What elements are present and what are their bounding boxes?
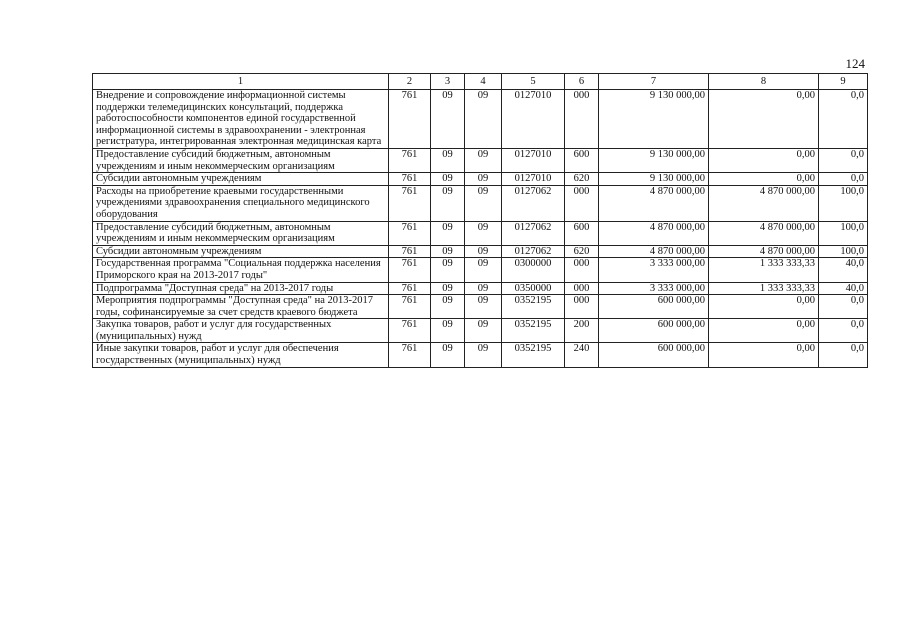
table-row xyxy=(93,258,868,282)
row-col-7: 600 000,00 xyxy=(599,295,709,319)
row-col-2: 761 xyxy=(389,319,431,343)
row-col-8: 1 333 333,33 xyxy=(709,282,819,295)
header-cell-8: 8 xyxy=(709,74,819,90)
row-col-9: 40,0 xyxy=(819,258,868,282)
row-col-7: 600 000,00 xyxy=(599,343,709,367)
row-col-2: 761 xyxy=(389,173,431,186)
row-col-3: 09 xyxy=(431,343,465,367)
row-col-6: 620 xyxy=(565,173,599,186)
row-col-5: 0350000 xyxy=(502,282,565,295)
row-col-6: 000 xyxy=(565,282,599,295)
row-col-3: 09 xyxy=(431,221,465,245)
row-col-2: 761 xyxy=(389,221,431,245)
row-col-5: 0127010 xyxy=(502,173,565,186)
row-col-5: 0352195 xyxy=(502,343,565,367)
row-col-9: 0,0 xyxy=(819,148,868,172)
table-row xyxy=(93,221,868,245)
row-col-6: 200 xyxy=(565,319,599,343)
row-col-3: 09 xyxy=(431,185,465,221)
table-row xyxy=(93,343,868,367)
row-col-8: 4 870 000,00 xyxy=(709,245,819,258)
row-col-5: 0127010 xyxy=(502,90,565,149)
table-row xyxy=(93,295,868,319)
row-col-3: 09 xyxy=(431,282,465,295)
header-cell-1: 1 xyxy=(93,74,389,90)
table-row xyxy=(93,185,868,221)
row-col-3: 09 xyxy=(431,245,465,258)
row-name: Предоставление субсидий бюджетным, автономным учреждениям и иным некоммерческим организациям xyxy=(93,221,389,245)
row-col-8: 0,00 xyxy=(709,295,819,319)
row-col-9: 0,0 xyxy=(819,295,868,319)
row-name: Подпрограмма "Доступная среда" на 2013-2017 годы xyxy=(93,282,389,295)
row-col-7: 3 333 000,00 xyxy=(599,258,709,282)
row-col-4: 09 xyxy=(465,319,502,343)
row-col-6: 000 xyxy=(565,258,599,282)
row-col-9: 0,0 xyxy=(819,343,868,367)
row-col-3: 09 xyxy=(431,173,465,186)
row-col-5: 0300000 xyxy=(502,258,565,282)
row-col-8: 4 870 000,00 xyxy=(709,221,819,245)
row-name: Государственная программа "Социальная поддержка населения Приморского края на 2013-2017 годы" xyxy=(93,258,389,282)
row-col-2: 761 xyxy=(389,90,431,149)
row-col-9: 40,0 xyxy=(819,282,868,295)
row-col-5: 0127062 xyxy=(502,185,565,221)
row-col-6: 000 xyxy=(565,90,599,149)
row-col-2: 761 xyxy=(389,295,431,319)
row-col-4: 09 xyxy=(465,148,502,172)
row-col-6: 600 xyxy=(565,221,599,245)
row-col-7: 3 333 000,00 xyxy=(599,282,709,295)
row-col-4: 09 xyxy=(465,173,502,186)
row-col-6: 000 xyxy=(565,295,599,319)
row-col-8: 4 870 000,00 xyxy=(709,185,819,221)
row-col-4: 09 xyxy=(465,282,502,295)
header-cell-4: 4 xyxy=(465,74,502,90)
row-col-2: 761 xyxy=(389,258,431,282)
row-col-5: 0352195 xyxy=(502,319,565,343)
table-row xyxy=(93,90,868,149)
header-cell-3: 3 xyxy=(431,74,465,90)
row-col-3: 09 xyxy=(431,258,465,282)
row-col-7: 9 130 000,00 xyxy=(599,173,709,186)
table-header xyxy=(93,74,868,90)
row-col-7: 9 130 000,00 xyxy=(599,90,709,149)
table-body xyxy=(93,90,868,368)
row-col-9: 100,0 xyxy=(819,221,868,245)
row-col-3: 09 xyxy=(431,319,465,343)
row-col-4: 09 xyxy=(465,258,502,282)
row-col-6: 600 xyxy=(565,148,599,172)
header-row xyxy=(93,74,868,90)
row-col-4: 09 xyxy=(465,90,502,149)
row-col-5: 0127010 xyxy=(502,148,565,172)
row-col-4: 09 xyxy=(465,185,502,221)
row-name: Внедрение и сопровождение информационной системы поддержки телемедицинских консультаций, поддержка работоспособности компонентов единой государственной информационной системы в здравоохранении - электронная регистратура, интегрированная электронная медицинская карта xyxy=(93,90,389,149)
row-col-4: 09 xyxy=(465,221,502,245)
row-col-9: 100,0 xyxy=(819,245,868,258)
table-row xyxy=(93,148,868,172)
row-col-8: 0,00 xyxy=(709,148,819,172)
row-col-2: 761 xyxy=(389,185,431,221)
budget-table xyxy=(92,73,868,368)
table-row xyxy=(93,245,868,258)
header-cell-7: 7 xyxy=(599,74,709,90)
row-col-8: 0,00 xyxy=(709,90,819,149)
row-col-8: 0,00 xyxy=(709,173,819,186)
row-col-3: 09 xyxy=(431,148,465,172)
row-col-3: 09 xyxy=(431,90,465,149)
row-name: Мероприятия подпрограммы "Доступная среда" на 2013-2017 годы, софинансируемые за счет средств краевого бюджета xyxy=(93,295,389,319)
row-col-5: 0127062 xyxy=(502,245,565,258)
row-col-8: 0,00 xyxy=(709,343,819,367)
header-cell-6: 6 xyxy=(565,74,599,90)
row-col-6: 000 xyxy=(565,185,599,221)
row-col-7: 4 870 000,00 xyxy=(599,221,709,245)
row-col-8: 0,00 xyxy=(709,319,819,343)
row-name: Закупка товаров, работ и услуг для государственных (муниципальных) нужд xyxy=(93,319,389,343)
row-col-3: 09 xyxy=(431,295,465,319)
row-col-6: 620 xyxy=(565,245,599,258)
row-col-7: 9 130 000,00 xyxy=(599,148,709,172)
row-col-7: 4 870 000,00 xyxy=(599,245,709,258)
row-col-5: 0127062 xyxy=(502,221,565,245)
row-name: Субсидии автономным учреждениям xyxy=(93,173,389,186)
row-col-9: 0,0 xyxy=(819,173,868,186)
row-col-8: 1 333 333,33 xyxy=(709,258,819,282)
row-col-7: 4 870 000,00 xyxy=(599,185,709,221)
table-row xyxy=(93,173,868,186)
row-col-9: 0,0 xyxy=(819,90,868,149)
row-col-2: 761 xyxy=(389,343,431,367)
header-cell-2: 2 xyxy=(389,74,431,90)
row-col-2: 761 xyxy=(389,282,431,295)
table-row xyxy=(93,319,868,343)
row-col-2: 761 xyxy=(389,148,431,172)
row-col-9: 0,0 xyxy=(819,319,868,343)
row-col-4: 09 xyxy=(465,295,502,319)
row-col-9: 100,0 xyxy=(819,185,868,221)
row-col-6: 240 xyxy=(565,343,599,367)
header-cell-9: 9 xyxy=(819,74,868,90)
row-col-4: 09 xyxy=(465,245,502,258)
row-name: Расходы на приобретение краевыми государственными учреждениями здравоохранения специального медицинского оборудования xyxy=(93,185,389,221)
row-col-2: 761 xyxy=(389,245,431,258)
row-col-7: 600 000,00 xyxy=(599,319,709,343)
row-col-5: 0352195 xyxy=(502,295,565,319)
row-col-4: 09 xyxy=(465,343,502,367)
page-number: 124 xyxy=(845,56,865,71)
row-name: Субсидии автономным учреждениям xyxy=(93,245,389,258)
header-cell-5: 5 xyxy=(502,74,565,90)
row-name: Предоставление субсидий бюджетным, автономным учреждениям и иным некоммерческим организациям xyxy=(93,148,389,172)
row-name: Иные закупки товаров, работ и услуг для обеспечения государственных (муниципальных) нужд xyxy=(93,343,389,367)
table-row xyxy=(93,282,868,295)
